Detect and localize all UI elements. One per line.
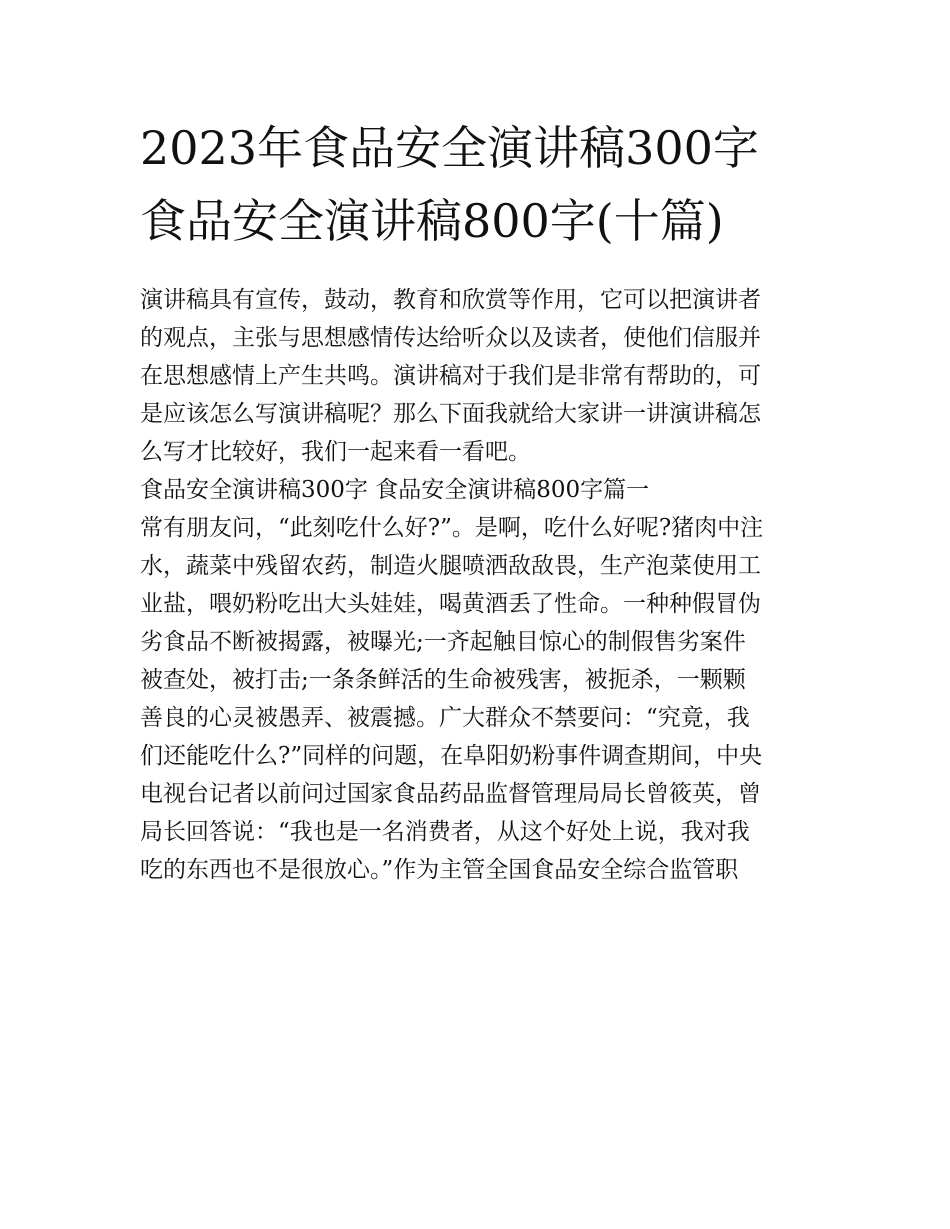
document-title (140, 112, 820, 258)
text-line: 业盐，喂奶粉吃出大头娃娃，喝黄酒丢了性命。一种种假冒伪 (140, 591, 761, 617)
text-line: 被查处，被打击;一条条鲜活的生命被残害，被扼杀，一颗颗 (140, 667, 746, 693)
text-line: 常有朋友问，“此刻吃什么好?”。是啊，吃什么好呢?猪肉中注 (140, 515, 764, 541)
text-line: 演讲稿具有宣传，鼓动，教育和欣赏等作用，它可以把演讲者 (140, 287, 761, 313)
section-heading (140, 471, 815, 509)
section-heading-text: 食品安全演讲稿300字 食品安全演讲稿800字篇一 (140, 477, 650, 503)
text-line: 的观点，主张与思想感情传达给听众以及读者，使他们信服并 (140, 325, 761, 351)
title-line: 食品安全演讲稿800字(十篇) (140, 194, 724, 248)
text-line: 是应该怎么写演讲稿呢？那么下面我就给大家讲一讲演讲稿怎 (140, 401, 761, 427)
text-line: 吃的东西也不是很放心。”作为主管全国食品安全综合监管职 (140, 857, 739, 883)
text-line: 在思想感情上产生共鸣。演讲稿对于我们是非常有帮助的，可 (140, 363, 761, 389)
intro-paragraph (140, 281, 815, 471)
text-line: 电视台记者以前问过国家食品药品监督管理局局长曾筱英，曾 (140, 781, 761, 807)
body-paragraph (140, 509, 815, 889)
title-line: 2023年食品安全演讲稿300字 (140, 121, 759, 175)
text-line: 局长回答说：“我也是一名消费者，从这个好处上说，我对我 (140, 819, 750, 845)
text-line: 水，蔬菜中残留农药，制造火腿喷洒敌敌畏，生产泡菜使用工 (140, 553, 761, 579)
text-line: 么写才比较好，我们一起来看一看吧。 (140, 439, 531, 465)
document-body (140, 281, 815, 889)
text-line: 们还能吃什么?”同样的问题，在阜阳奶粉事件调查期间，中央 (140, 743, 763, 769)
text-line: 劣食品不断被揭露，被曝光;一齐起触目惊心的制假售劣案件 (140, 629, 746, 655)
text-line: 善良的心灵被愚弄、被震撼。广大群众不禁要问：“究竟，我 (140, 705, 750, 731)
